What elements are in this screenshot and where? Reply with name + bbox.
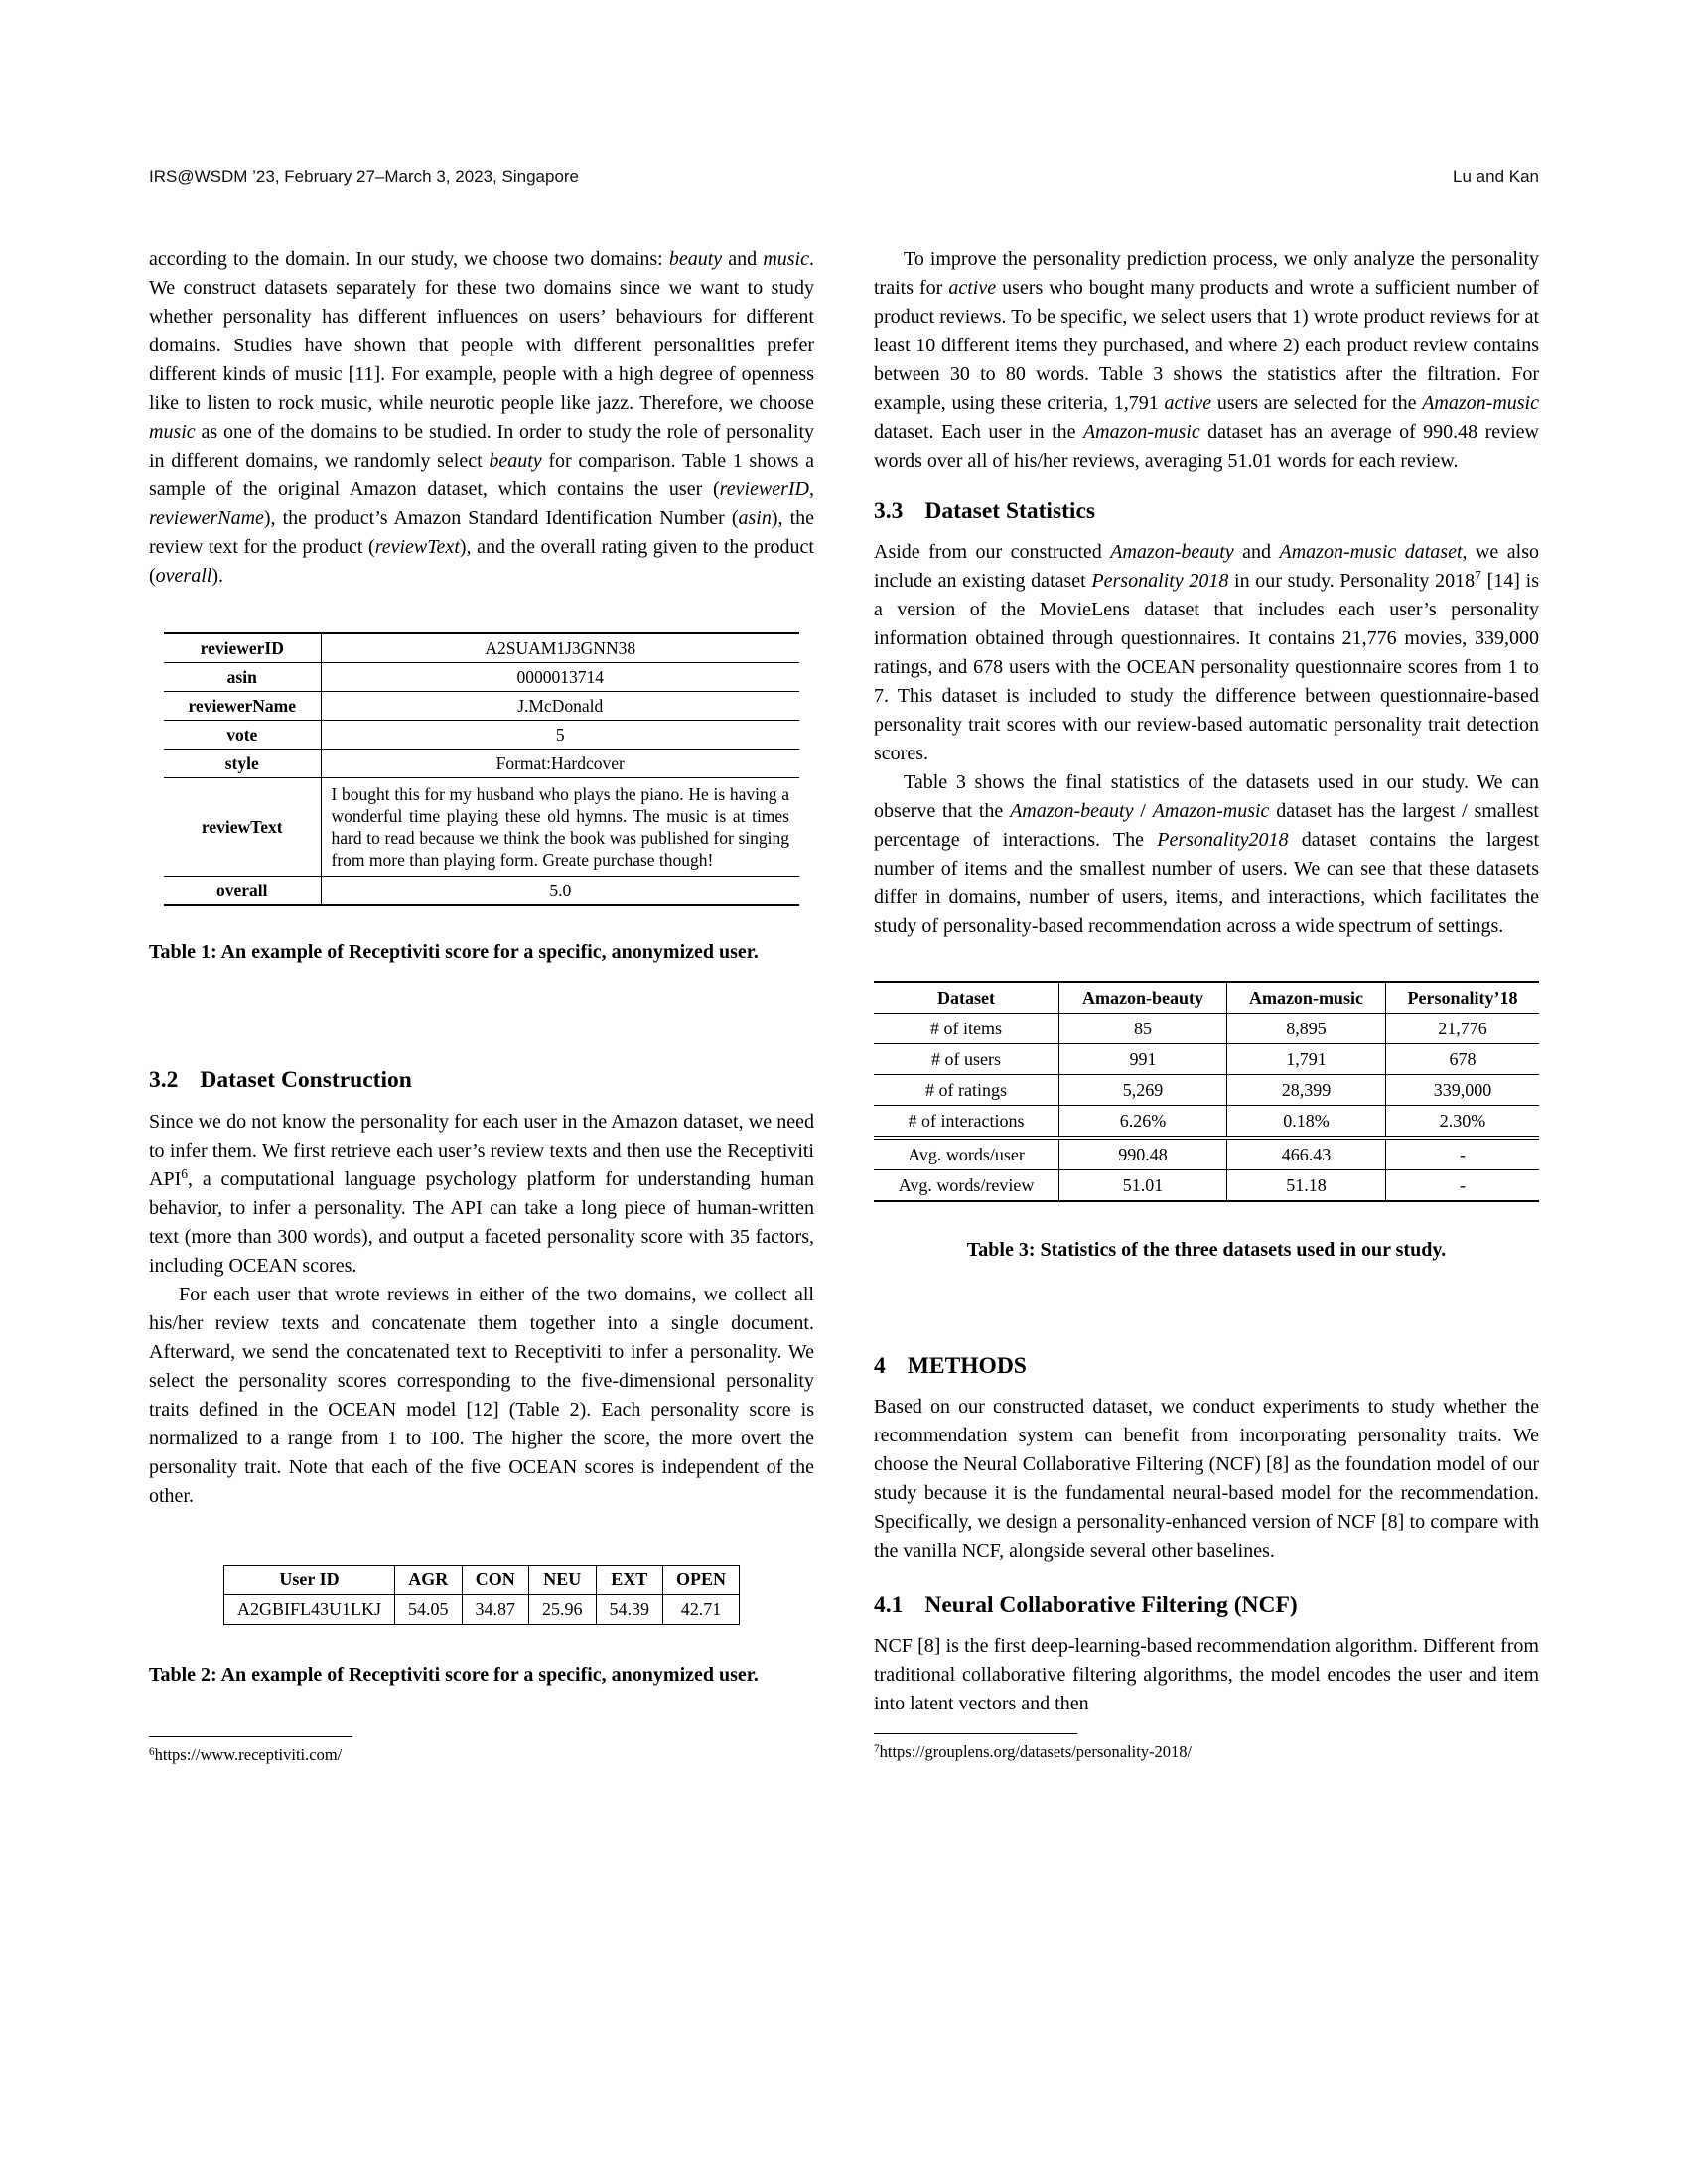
table1-value-cell: Format:Hardcover [321,750,799,778]
footnote-rule [874,1733,1077,1734]
table-row [223,1595,739,1625]
table1-label-cell: overall [164,877,321,906]
table-1 [164,632,799,906]
table3-cell: 339,000 [1386,1075,1539,1106]
table3-cell: - [1386,1170,1539,1202]
paragraph-methods-intro: Based on our constructed dataset, we conduct experiments to study whether the recommendation system can benefit from incorporating personality traits. We choose the Neural Collaborative Filtering (NCF) [8] as the foundation model of our study because it is the fundamental neural-based model for the recommendation. Specifically, we design a personality-enhanced version of NCF [8] to compare with the vanilla NCF, alongside several other baselines. [874,1396,1539,1562]
table3-cell: 28,399 [1226,1075,1385,1106]
table3-cell: 2.30% [1386,1106,1539,1139]
table3-header-cell: Amazon-music [1226,982,1385,1014]
paragraph-personality-2018: Aside from our constructed Amazon-beauty and Amazon-music dataset, we also include an existing dataset Personality 2018 in our study. Personality 2018$^7$ [14] is a version of the MovieLens dataset that includes each user’s personality information obtained through questionnaires. It contains 21,776 movies, 339,000 ratings, and 678 users with the OCEAN personality questionnaire scores from 1 to 7. This dataset is included to study the difference between questionnaire-based personality trait scores with our review-based automatic personality trait detection scores. [874,541,1539,764]
table-row [874,1170,1539,1202]
table-row [874,1075,1539,1106]
table3-header-cell: Personality’18 [1386,982,1539,1014]
section-number: 4.1 [874,1592,904,1618]
table-row [164,750,799,778]
footnote-marker: 7 [874,1742,880,1755]
table3-cell: Avg. words/user [874,1138,1059,1170]
table1-value-cell: J.McDonald [321,692,799,721]
table3-cell: # of users [874,1044,1059,1075]
table3-cell: - [1386,1138,1539,1170]
table3-header-cell: Dataset [874,982,1059,1014]
table1-label-cell: reviewerID [164,633,321,663]
table-header-row [874,982,1539,1014]
table-1-caption: Table 1: An example of Receptiviti score for a specific, anonymized user. [149,941,759,963]
table3-cell: 1,791 [1226,1044,1385,1075]
section-title: Dataset Construction [200,1067,412,1093]
section-title: Dataset Statistics [924,498,1096,524]
footnote-rule [149,1736,352,1737]
table3-cell: # of interactions [874,1106,1059,1139]
running-header-authors: Lu and Kan [1453,167,1539,186]
table3-cell: 991 [1059,1044,1227,1075]
footnote-left [149,1736,814,1766]
footnote-7 [874,1741,1539,1763]
section-number: 3.3 [874,498,904,524]
table2-header-cell: CON [462,1566,529,1595]
paragraph-domains: according to the domain. In our study, we choose two domains: beauty and music. We construct datasets separately for these two domains since we want to study whether personality has different influences on users’ behaviours for different domains. Studies have shown that people with different personalities prefer different kinds of music [11]. For example, people with a high degree of openness like to listen to rock music, while neurotic people like jazz. Therefore, we choose music as one of the domains to be studied. In order to study the role of personality in different domains, we randomly select beauty for comparison. Table 1 shows a sample of the original Amazon dataset, which contains the user (reviewerID, reviewerName), the product’s Amazon Standard Identification Number (asin), the review text for the product (reviewText), and the overall rating given to the product (overall). [149,248,815,587]
section-number: 3.2 [149,1067,179,1093]
section-heading-4-1 [874,1590,1539,1620]
table-row [874,1106,1539,1139]
table3-cell: 21,776 [1386,1014,1539,1044]
section-heading-3-3 [874,496,1539,526]
footnote-url-grouplens[interactable]: https://grouplens.org/datasets/personality-2018/ [879,1742,1193,1761]
running-header [149,167,1539,187]
table2-cell: A2GBIFL43U1LKJ [223,1595,394,1625]
section-title: Neural Collaborative Filtering (NCF) [924,1592,1298,1618]
table3-header-cell: Amazon-beauty [1059,982,1227,1014]
table-row [164,877,799,906]
table3-cell: 678 [1386,1044,1539,1075]
table2-header-cell: OPEN [663,1566,740,1595]
table1-label-cell: reviewerName [164,692,321,721]
paragraph-active-users: To improve the personality prediction process, we only analyze the personality traits for active users who bought many products and wrote a sufficient number of product reviews. To be specific, we select users that 1) wrote product reviews for at least 10 different items they purchased, and where 2) each product review contains between 30 to 80 words. Table 3 shows the statistics after the filtration. For example, using these criteria, 1,791 active users are selected for the Amazon-music dataset. Each user in the Amazon-music dataset has an average of 990.48 review words over all of his/her reviews, averaging 51.01 words for each review. [874,248,1539,472]
table-row [874,1014,1539,1044]
paragraph-ncf: NCF [8] is the first deep-learning-based recommendation algorithm. Different from traditional collaborative filtering algorithms, the model encodes the user and item into latent vectors and then [874,1635,1539,1714]
table-row [164,633,799,663]
table1-value-cell: A2SUAM1J3GNN38 [321,633,799,663]
table1-value-cell: 0000013714 [321,663,799,692]
table2-header-cell: NEU [529,1566,597,1595]
table-row [164,663,799,692]
table-3 [874,981,1539,1202]
table-header-row [223,1566,739,1595]
table3-cell: # of ratings [874,1075,1059,1106]
table1-value-cell: 5.0 [321,877,799,906]
footnote-marker: 6 [149,1745,155,1758]
table2-header-cell: AGR [395,1566,463,1595]
table1-label-cell: vote [164,721,321,750]
table1-label-cell: reviewText [164,778,321,877]
table3-cell: 5,269 [1059,1075,1227,1106]
table2-cell: 42.71 [663,1595,740,1625]
table1-label-cell: asin [164,663,321,692]
paragraph-receptiviti-api: Since we do not know the personality for each user in the Amazon dataset, we need to infer them. We first retrieve each user’s review texts and then use the Receptiviti API$^6$, a computational language psychology platform for understanding human behavior, to infer a personality. The API can take a long piece of human-written text (more than 300 words), and output a faceted personality score with 35 factors, including OCEAN scores. [149,1111,814,1277]
table3-cell: 990.48 [1059,1138,1227,1170]
table3-cell: 6.26% [1059,1106,1227,1139]
table-2-caption: Table 2: An example of Receptiviti score for a specific, anonymized user. [149,1664,759,1686]
section-number: 4 [874,1353,886,1379]
table3-cell: 51.01 [1059,1170,1227,1202]
table-row [874,1044,1539,1075]
table3-cell: # of items [874,1014,1059,1044]
table3-cell: 51.18 [1226,1170,1385,1202]
table3-cell: Avg. words/review [874,1170,1059,1202]
table1-value-cell: 5 [321,721,799,750]
table-3-caption: Table 3: Statistics of the three datasets used in our study. [966,1239,1447,1261]
footnote-6 [149,1744,814,1766]
running-header-conference: IRS@WSDM ’23, February 27–March 3, 2023, Singapore [149,167,580,186]
section-heading-4 [874,1351,1539,1381]
footnote-url-receptiviti[interactable]: https://www.receptiviti.com/ [154,1745,343,1764]
paragraph-concatenate-reviews: For each user that wrote reviews in either of the two domains, we collect all his/her review texts and concatenate them together into a single document. Afterward, we send the concatenated text to Receptiviti to infer a personality. We select the personality scores corresponding to the five-dimensional personality traits defined in the OCEAN model [12] (Table 2). Each personality score is normalized to a range from 1 to 100. The higher the score, the more overt the personality trait. Note that each of the five OCEAN scores is independent of the other. [149,1284,814,1507]
table-row [874,1138,1539,1170]
table3-cell: 8,895 [1226,1014,1385,1044]
table1-label-cell: style [164,750,321,778]
table3-cell: 466.43 [1226,1138,1385,1170]
table-row [164,721,799,750]
table-row [164,692,799,721]
table2-cell: 54.39 [596,1595,663,1625]
table3-cell: 85 [1059,1014,1227,1044]
table-2 [223,1565,740,1625]
left-column [149,245,814,1766]
table2-header-cell: EXT [596,1566,663,1595]
table2-cell: 34.87 [462,1595,529,1625]
table2-cell: 25.96 [529,1595,597,1625]
table2-header-cell: User ID [223,1566,394,1595]
two-column-body [149,245,1539,1766]
paragraph-table3-discussion: Table 3 shows the final statistics of the datasets used in our study. We can observe that the Amazon-beauty / Amazon-music dataset has the largest / smallest percentage of interactions. The Personality2018 dataset contains the largest number of items and the smallest number of users. We can see that these datasets differ in domains, number of users, items, and interactions, which facilitates the study of personality-based recommendation across a wide spectrum of settings. [874,771,1540,937]
table-row [164,778,799,877]
table1-value-cell-reviewtext: I bought this for my husband who plays the piano. He is having a wonderful time playing these old hymns. The music is at times hard to read because we think the book was published for singing from more than playing form. Greate purchase though! [321,778,799,877]
section-heading-3-2 [149,1065,814,1095]
section-title: METHODS [907,1353,1027,1379]
table3-cell: 0.18% [1226,1106,1385,1139]
footnote-right [874,1733,1539,1763]
table2-cell: 54.05 [395,1595,463,1625]
right-column [874,245,1539,1766]
